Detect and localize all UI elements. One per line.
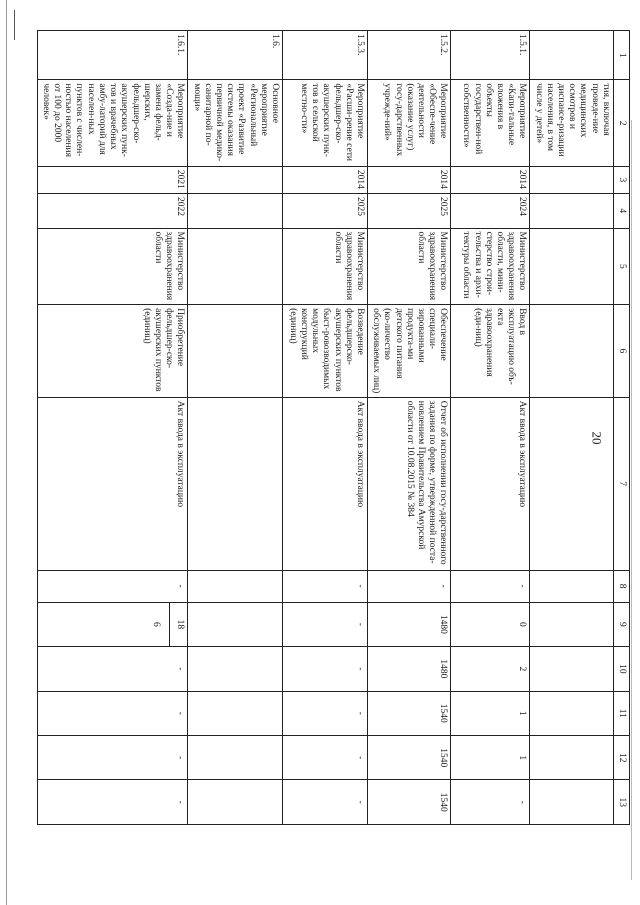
value-cell [530, 691, 613, 735]
table-row [188, 31, 283, 825]
value-cell [37, 602, 188, 646]
table-row [37, 31, 188, 825]
header-cell: 5 [613, 228, 629, 305]
page-number: 20 [589, 431, 605, 445]
indicator [188, 305, 283, 398]
value-cell: - [282, 602, 367, 646]
value-cell: 1480 [367, 647, 450, 691]
header-cell: 12 [613, 736, 629, 780]
scan-edge-left [6, 0, 7, 905]
header-cell: 4 [613, 193, 629, 228]
header-cell: 3 [613, 166, 629, 193]
value-cell [188, 691, 283, 735]
scan-edge-right [631, 120, 632, 880]
row-title: Мероприятие «Капи-тальные вложения в объекты государствен-ной собственности» [451, 80, 530, 166]
row-code: 1.5.1. [451, 31, 530, 80]
rotated-table-container [40, 30, 630, 825]
table-row [282, 31, 367, 825]
value-cell: - [282, 570, 367, 602]
row-title: Основное мероприятие «Региональный проект «Развитие системы оказания первичной медико-санитарной по-мощи» [188, 80, 283, 166]
row-title: Мероприятие «Созда-ние и замена фельд-шерских, фельдшер-ско-акушерских пунк-тов и врачебных амбу-латорий для населен-ных пунктов с числен-ностью населения от 100 до 2000 человек» [37, 80, 188, 166]
value-cell: 1480 [367, 602, 450, 646]
value-cell [188, 570, 283, 602]
start-year: 2014 [282, 166, 367, 193]
value-cell: 1540 [367, 691, 450, 735]
table-row [451, 31, 530, 825]
executor: Министерство здравоохранения области [37, 228, 188, 305]
end-year: 2022 [37, 193, 188, 228]
end-year: 2024 [451, 193, 530, 228]
indicator: Ввод в эксплуатацию объ-екта здравоохранения (еди-ниц) [451, 305, 530, 398]
source: Акт ввода в эксплуатацию [451, 397, 530, 570]
executor [188, 228, 283, 305]
value-cell [530, 736, 613, 780]
value-cell: - [451, 780, 530, 825]
row-code [530, 31, 613, 80]
header-row [613, 31, 629, 825]
value-cell: - [282, 736, 367, 780]
row-title: Мероприятие «Обеспе-чение деятельности (оказание услуг) госу-дарственных учрежде-ний» [367, 80, 450, 166]
value-cell: 1 [451, 691, 530, 735]
indicator: Приобретение фельдшер-ско-акушерских пунктов (единиц) [37, 305, 188, 398]
row-title: Мероприятие «Расши-рение сети фельдшер-ско-акушерских пунк-тов в сельской местно-сти» [282, 80, 367, 166]
program-table [37, 30, 630, 825]
value-cell [530, 570, 613, 602]
value-cell: 1540 [367, 736, 450, 780]
value-cell: - [37, 647, 188, 691]
value-cell: 0 [451, 602, 530, 646]
indicator [530, 305, 613, 398]
table-row [530, 31, 613, 825]
row-code: 1.6. [188, 31, 283, 80]
executor [530, 228, 613, 305]
indicator: Обеспечение специали-зированными продукта-ми детского питания (ко-личество обслуживаемых лиц) [367, 305, 450, 398]
value-cell: - [451, 570, 530, 602]
start-year: 2021 [37, 166, 188, 193]
header-cell: 9 [613, 602, 629, 646]
header-cell: 7 [613, 397, 629, 570]
end-year: 2025 [282, 193, 367, 228]
value-cell [188, 602, 283, 646]
scan-mark [14, 10, 15, 40]
source: Отчет об исполнении госу-дарственного задания по форме, утвержденной поста-новлением Правительства Амурской области от 10.08.2015 № 384 [367, 397, 450, 570]
start-year: 2014 [367, 166, 450, 193]
value-cell: - [282, 691, 367, 735]
end-year [530, 193, 613, 228]
value-cell-main: 18 [175, 619, 186, 630]
source [530, 397, 613, 570]
value-cell: - [282, 780, 367, 825]
header-cell: 10 [613, 647, 629, 691]
header-cell: 11 [613, 691, 629, 735]
header-cell: 1 [613, 31, 629, 80]
value-cell [188, 780, 283, 825]
value-cell: - [37, 780, 188, 825]
source: Акт ввода в эксплуатацию [282, 397, 367, 570]
executor: Министерство здравоохранения области, мини-стерство строи-тельства и архи-тектуры области [451, 228, 530, 305]
source [188, 397, 283, 570]
value-cell: 1 [451, 736, 530, 780]
value-cell [188, 647, 283, 691]
value-cell: - [37, 570, 188, 602]
value-cell: - [37, 736, 188, 780]
value-cell [530, 780, 613, 825]
value-cell: - [367, 570, 450, 602]
row-code: 1.6.1. [37, 31, 188, 80]
source: Акт ввода в эксплуатацию [37, 397, 188, 570]
header-cell: 13 [613, 780, 629, 825]
end-year: 2025 [367, 193, 450, 228]
executor: Министерство здравоохранения области [367, 228, 450, 305]
start-year [530, 166, 613, 193]
start-year [188, 166, 283, 193]
row-code: 1.5.2. [367, 31, 450, 80]
table-row [367, 31, 450, 825]
row-title: тия, включая проведе-ние медицинских осмотров и диспансе-ризации населения, в том числе у детей» [530, 80, 613, 166]
executor: Министерство здравоохранения области [282, 228, 367, 305]
value-cell [188, 736, 283, 780]
end-year [188, 193, 283, 228]
value-cell [530, 647, 613, 691]
value-cell: - [37, 691, 188, 735]
value-cell: - [282, 647, 367, 691]
indicator: Возведение фельдшерско-акушерских пунктов быст-ровозводимых модульных конструкций (единиц) [282, 305, 367, 398]
header-cell: 6 [613, 305, 629, 398]
value-cell-sub: 6 [150, 603, 170, 646]
header-cell: 2 [613, 80, 629, 166]
value-cell: 2 [451, 647, 530, 691]
header-cell: 8 [613, 570, 629, 602]
row-code: 1.5.3. [282, 31, 367, 80]
value-cell [530, 602, 613, 646]
value-cell: 1540 [367, 780, 450, 825]
start-year: 2014 [451, 166, 530, 193]
